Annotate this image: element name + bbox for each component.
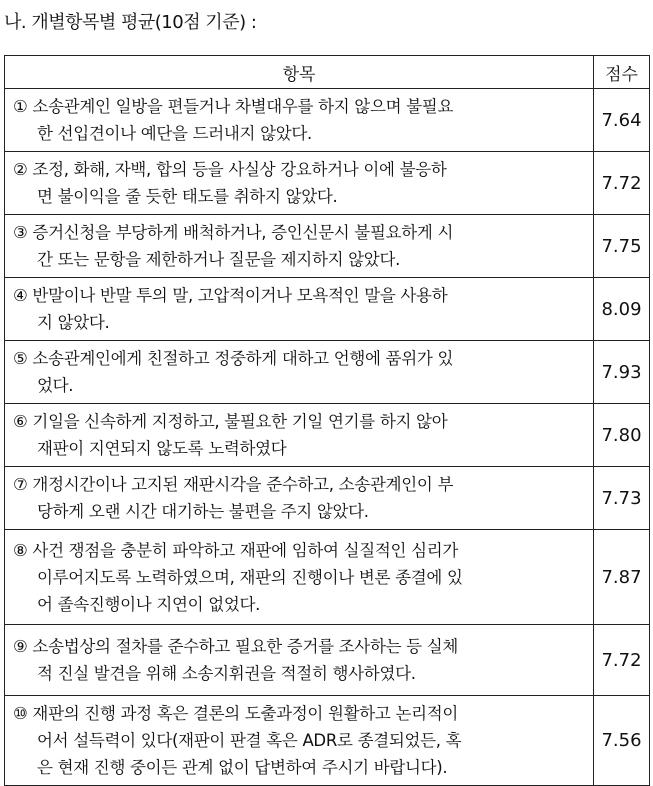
- item-text: [5, 696, 594, 786]
- item-text: [5, 341, 594, 404]
- scores-table: [4, 55, 650, 786]
- score-value: 7.87: [594, 530, 650, 625]
- table-row: [5, 152, 650, 215]
- item-line: 당하게 오랜 시간 대기하는 불편을 주지 않았다.: [37, 502, 369, 521]
- score-value: 7.56: [594, 696, 650, 786]
- score-value: 7.73: [594, 467, 650, 530]
- item-line: 이루어지도록 노력하였으며, 재판의 진행이나 변론 종결에 있: [37, 567, 463, 587]
- table-row: [5, 278, 650, 341]
- item-text: [5, 467, 594, 530]
- table-row: [5, 467, 650, 530]
- section-title: 나. 개별항목별 평균(10점 기준) :: [4, 12, 257, 33]
- score-value: 7.75: [594, 215, 650, 278]
- item-line: 지 않았다.: [37, 313, 110, 332]
- item-line: ④ 반말이나 반말 투의 말, 고압적이거나 모욕적인 말을 사용하: [13, 286, 448, 305]
- table-row: [5, 341, 650, 404]
- table-row: [5, 404, 650, 467]
- item-text: [5, 530, 594, 625]
- item-line: 면 불이익을 줄 듯한 태도를 취하지 않았다.: [37, 187, 338, 206]
- item-text: [5, 625, 594, 696]
- item-line: 재판이 지연되지 않도록 노력하였다: [37, 439, 287, 458]
- item-line: 은 현재 진행 중이든 관계 없이 답변하여 주시기 바랍니다).: [37, 758, 448, 777]
- score-value: 8.09: [594, 278, 650, 341]
- item-line: ⑤ 소송관계인에게 친절하고 정중하게 대하고 언행에 품위가 있: [13, 349, 454, 368]
- item-line: 한 선입견이나 예단을 드러내지 않았다.: [37, 124, 312, 143]
- score-value: 7.93: [594, 341, 650, 404]
- table-header-row: [5, 56, 650, 89]
- item-text: [5, 278, 594, 341]
- table-row: [5, 696, 650, 786]
- item-line: ⑧ 사건 쟁점을 충분히 파악하고 재판에 임하여 실질적인 심리가: [13, 540, 459, 560]
- item-line: ① 소송관계인 일방을 편들거나 차별대우를 하지 않으며 불필요: [13, 97, 454, 116]
- item-line: ⑥ 기일을 신속하게 지정하고, 불필요한 기일 연기를 하지 않아: [13, 412, 448, 431]
- table-row: [5, 625, 650, 696]
- header-item: 항목: [5, 56, 594, 89]
- score-value: 7.64: [594, 89, 650, 152]
- score-value: 7.72: [594, 625, 650, 696]
- item-text: [5, 215, 594, 278]
- item-line: 어서 설득력이 있다(재판이 판결 혹은 ADR로 종결되었든, 혹: [37, 731, 462, 750]
- header-score: 점수: [594, 56, 650, 89]
- score-value: 7.72: [594, 152, 650, 215]
- item-line: ⑨ 소송법상의 절차를 준수하고 필요한 증거를 조사하는 등 실체: [13, 637, 459, 656]
- table-row: [5, 530, 650, 625]
- item-line: ⑦ 개정시간이나 고지된 재판시각을 준수하고, 소송관계인이 부: [13, 475, 454, 494]
- item-text: [5, 404, 594, 467]
- item-line: ③ 증거신청을 부당하게 배척하거나, 증인신문시 불필요하게 시: [13, 223, 454, 242]
- item-line: 어 졸속진행이나 지연이 없었다.: [37, 594, 261, 614]
- item-text: [5, 89, 594, 152]
- table-row: [5, 215, 650, 278]
- item-line: 적 진실 발견을 위해 소송지휘권을 적절히 행사하였다.: [37, 664, 416, 683]
- item-line: ⑩ 재판의 진행 과정 혹은 결론의 도출과정이 원활하고 논리적이: [13, 704, 459, 723]
- item-text: [5, 152, 594, 215]
- item-line: ② 조정, 화해, 자백, 합의 등을 사실상 강요하거나 이에 불응하: [13, 160, 447, 179]
- score-value: 7.80: [594, 404, 650, 467]
- item-line: 었다.: [37, 376, 74, 395]
- item-line: 간 또는 문항을 제한하거나 질문을 제지하지 않았다.: [37, 250, 401, 269]
- table-row: [5, 89, 650, 152]
